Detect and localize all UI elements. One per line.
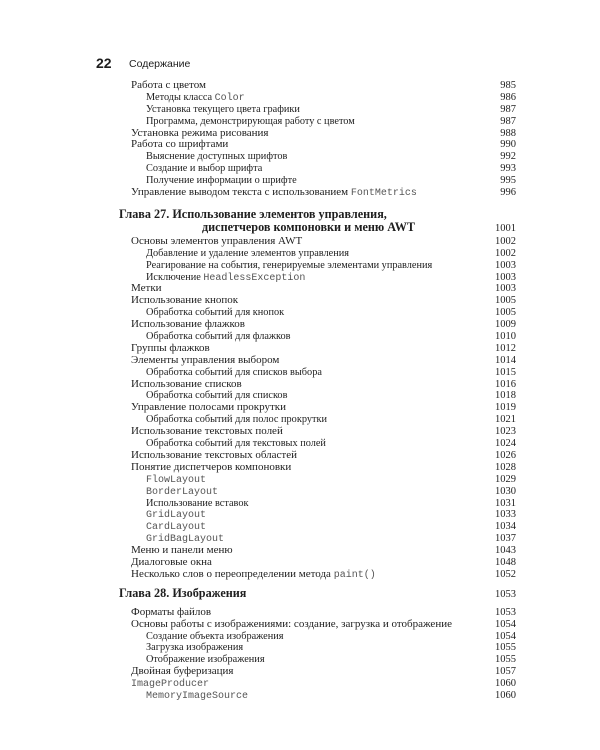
code-term: CardLayout [146, 522, 207, 534]
title-text: Работа с цветом [131, 79, 206, 91]
toc-entry-page: 1048 [495, 556, 516, 568]
toc-entry-title [131, 619, 452, 631]
toc-entry-page: 996 [500, 187, 516, 199]
toc-entry-title [146, 690, 248, 703]
toc-entry[interactable] [0, 80, 600, 92]
toc-entry-page: 1023 [495, 426, 516, 438]
title-text: Основы работы с изображениями: создание, загрузка и отображение [131, 617, 452, 630]
title-text: Обработка событий для списков выбора [146, 366, 322, 378]
toc-entry-page: 1031 [495, 497, 516, 509]
toc-entry-title [131, 139, 228, 151]
toc-entry[interactable] [0, 426, 600, 438]
toc-entry-page: 987 [500, 115, 516, 127]
toc-entry-page: 1003 [495, 283, 516, 295]
toc-entry-page: 1012 [495, 342, 516, 354]
toc-entry-page: 1003 [495, 259, 516, 271]
toc-entry[interactable] [0, 690, 600, 702]
toc-entry[interactable] [0, 678, 600, 690]
toc-entry-page: 1009 [495, 319, 516, 331]
toc-entry[interactable] [0, 619, 600, 631]
toc-entry-page: 988 [500, 127, 516, 139]
toc-entry-page: 1005 [495, 307, 516, 319]
toc-entry-title [131, 402, 286, 414]
title-text: Понятие диспетчеров компоновки [131, 460, 292, 473]
title-text: Исключение [146, 271, 204, 283]
toc-entry[interactable] [0, 331, 600, 343]
toc-entry[interactable] [0, 631, 600, 643]
toc-entry-title [131, 236, 302, 248]
toc-entry[interactable] [0, 104, 600, 116]
toc-entry[interactable] [0, 654, 600, 666]
code-term: HeadlessException [203, 272, 306, 284]
title-text: Программа, демонстрирующая работу с цветом [146, 115, 355, 127]
toc-entry-title [131, 295, 238, 307]
code-term: GridLayout [146, 510, 207, 522]
toc-entry-title [146, 163, 262, 175]
chapter-title-continued: диспетчеров компоновки и меню AWT [202, 219, 416, 234]
toc-entry[interactable] [0, 642, 600, 654]
running-title: Содержание [129, 58, 191, 70]
title-text: Обработка событий для полос прокрутки [146, 414, 327, 426]
toc-entry-page: 1024 [495, 438, 516, 450]
toc-entry-page: 1005 [495, 295, 516, 307]
code-term: BorderLayout [146, 486, 219, 498]
toc-section-c [0, 607, 600, 702]
toc-entry-page: 990 [500, 139, 516, 151]
toc-entry[interactable] [0, 521, 600, 533]
toc-entry[interactable] [0, 533, 600, 545]
toc-entry[interactable] [0, 283, 600, 295]
toc-entry-page: 1016 [495, 378, 516, 390]
code-term: GridBagLayout [146, 534, 225, 546]
toc-entry-page: 1033 [495, 509, 516, 521]
title-text: Элементы управления выбором [131, 353, 280, 366]
toc-entry-page: 1037 [495, 533, 516, 545]
toc-entry[interactable] [0, 295, 600, 307]
toc-entry[interactable] [0, 319, 600, 331]
toc-entry-title [131, 666, 233, 678]
title-text: Обработка событий для списков [146, 390, 288, 402]
toc-entry-page: 1054 [495, 618, 516, 630]
toc-entry[interactable] [0, 343, 600, 355]
toc-entry-title [131, 379, 242, 391]
toc-entry-title [146, 151, 287, 163]
title-text: Добавление и удаление элементов управления [146, 247, 349, 259]
toc-entry-page: 993 [500, 163, 516, 175]
toc-entry[interactable] [0, 438, 600, 450]
toc-entry[interactable] [0, 139, 600, 151]
title-text: Метки [131, 282, 162, 295]
toc-entry-page: 1034 [495, 521, 516, 533]
toc-entry[interactable] [0, 486, 600, 498]
toc-entry-page: 1060 [495, 689, 516, 701]
title-text: Реагирование на события, генерируемые элементами управления [146, 259, 433, 271]
toc-entry-title [146, 104, 300, 116]
toc-entry[interactable] [0, 414, 600, 426]
toc-entry-page: 1030 [495, 485, 516, 497]
toc-entry-page: 1002 [495, 247, 516, 259]
title-text: Создание объекта изображения [146, 630, 284, 642]
chapter-page-number: 1001 [495, 222, 516, 234]
toc-entry-page: 1002 [495, 235, 516, 247]
title-text: Методы класса [146, 91, 215, 103]
title-text: Загрузка изображения [146, 642, 244, 654]
title-text: Управление полосами прокрутки [131, 401, 287, 414]
toc-entry-page: 1055 [495, 654, 516, 666]
toc-entry-page: 985 [500, 80, 516, 91]
chapter-title: Глава 27. Использование элементов управления, [119, 206, 387, 221]
title-text: Использование текстовых полей [131, 425, 283, 438]
toc-entry-page: 987 [500, 103, 516, 115]
title-text: Использование текстовых областей [131, 448, 297, 461]
toc-entry-title [146, 631, 283, 643]
toc-entry[interactable] [0, 236, 600, 248]
code-term: ImageProducer [131, 679, 210, 691]
toc-entry-title [131, 462, 291, 474]
title-text: Получение информации о шрифте [146, 175, 297, 187]
toc-entry[interactable] [0, 151, 600, 163]
title-text: Обработка событий для флажков [146, 331, 291, 343]
toc-entry[interactable] [0, 545, 600, 557]
page-number: 22 [96, 55, 112, 71]
title-text: Установка текущего цвета графики [146, 103, 300, 115]
toc-entry-page: 1015 [495, 366, 516, 378]
toc-entry-title [146, 248, 349, 260]
title-text: Выяснение доступных шрифтов [146, 151, 288, 163]
toc-entry-title [131, 187, 417, 200]
title-text: Отображение изображения [146, 654, 265, 666]
chapter-27-heading[interactable] [0, 208, 600, 236]
toc-entry[interactable] [0, 355, 600, 367]
toc-entry-page: 1054 [495, 630, 516, 642]
toc-entry-page: 1003 [495, 271, 516, 283]
title-text: Несколько слов о переопределении метода [131, 567, 334, 580]
code-term: paint() [333, 569, 376, 581]
code-term: FontMetrics [350, 188, 417, 200]
toc-entry[interactable] [0, 307, 600, 319]
toc-entry[interactable] [0, 163, 600, 175]
toc-entry[interactable] [0, 248, 600, 260]
chapter-page-number: 1053 [495, 588, 516, 600]
title-text: Создание и выбор шрифта [146, 163, 263, 175]
title-text: Меню и панели меню [131, 544, 233, 557]
title-text: Использование вставок [146, 497, 249, 509]
toc-entry[interactable] [0, 474, 600, 486]
toc-entry-page: 1053 [495, 606, 516, 618]
toc-entry[interactable] [0, 260, 600, 272]
toc-entry-title [146, 260, 432, 272]
toc-entry[interactable] [0, 666, 600, 678]
toc-entry[interactable] [0, 509, 600, 521]
toc-entry-page: 1026 [495, 449, 516, 461]
toc-entry[interactable] [0, 390, 600, 402]
toc-entry-title [131, 426, 283, 438]
title-text: Управление выводом текста с использованием [131, 186, 351, 199]
title-text: Форматы файлов [131, 605, 212, 618]
toc-entry[interactable] [0, 569, 600, 581]
toc-entry-page: 995 [500, 175, 516, 187]
chapter-28-heading[interactable] [0, 587, 600, 607]
toc-entry[interactable] [0, 462, 600, 474]
toc-entry[interactable] [0, 379, 600, 391]
toc-entry-page: 1018 [495, 390, 516, 402]
title-text: Использование кнопок [131, 294, 239, 307]
toc-entry-page: 986 [500, 91, 516, 103]
title-text: Установка режима рисования [131, 126, 269, 139]
title-text: Использование флажков [131, 318, 245, 331]
toc-entry[interactable] [0, 402, 600, 414]
toc-entry-page: 1052 [495, 568, 516, 580]
code-term: FlowLayout [146, 474, 207, 486]
title-text: Использование списков [131, 377, 242, 390]
title-text: Основы элементов управления AWT [131, 234, 303, 247]
toc-entry[interactable] [0, 187, 600, 199]
toc-entry-page: 1021 [495, 414, 516, 426]
toc-entry-page: 1057 [495, 666, 516, 678]
toc-entry[interactable] [0, 272, 600, 284]
chapter-title: Глава 28. Изображения [119, 585, 247, 600]
toc-entry[interactable] [0, 450, 600, 462]
title-text: Работа со шрифтами [131, 138, 229, 151]
toc-entry-title [131, 569, 376, 582]
toc-entry-title [131, 80, 206, 92]
table-of-contents [0, 80, 600, 702]
title-text: Обработка событий для кнопок [146, 307, 285, 319]
toc-entry-page: 992 [500, 151, 516, 163]
toc-entry-page: 1060 [495, 678, 516, 690]
toc-entry-title [146, 642, 243, 654]
title-text: Группы флажков [131, 341, 210, 354]
toc-section-a [0, 80, 600, 199]
code-term: Color [214, 92, 245, 104]
toc-entry[interactable] [0, 92, 600, 104]
toc-entry-title [131, 319, 245, 331]
toc-entry[interactable] [0, 367, 600, 379]
toc-entry[interactable] [0, 128, 600, 140]
toc-entry-page: 1028 [495, 461, 516, 473]
toc-entry-page: 1029 [495, 473, 516, 485]
title-text: Диалоговые окна [131, 555, 212, 568]
toc-entry-page: 1043 [495, 545, 516, 557]
toc-entry[interactable] [0, 116, 600, 128]
toc-entry[interactable] [0, 498, 600, 510]
toc-entry-page: 1019 [495, 402, 516, 414]
code-term: MemoryImageSource [146, 690, 249, 702]
toc-section-b [0, 236, 600, 581]
title-text: Обработка событий для текстовых полей [146, 438, 326, 450]
title-text: Двойная буферизация [131, 665, 234, 678]
toc-entry-page: 1010 [495, 331, 516, 343]
toc-entry-title [131, 355, 279, 367]
toc-entry-title [146, 498, 249, 510]
toc-entry-page: 1055 [495, 642, 516, 654]
toc-entry-page: 1014 [495, 354, 516, 366]
